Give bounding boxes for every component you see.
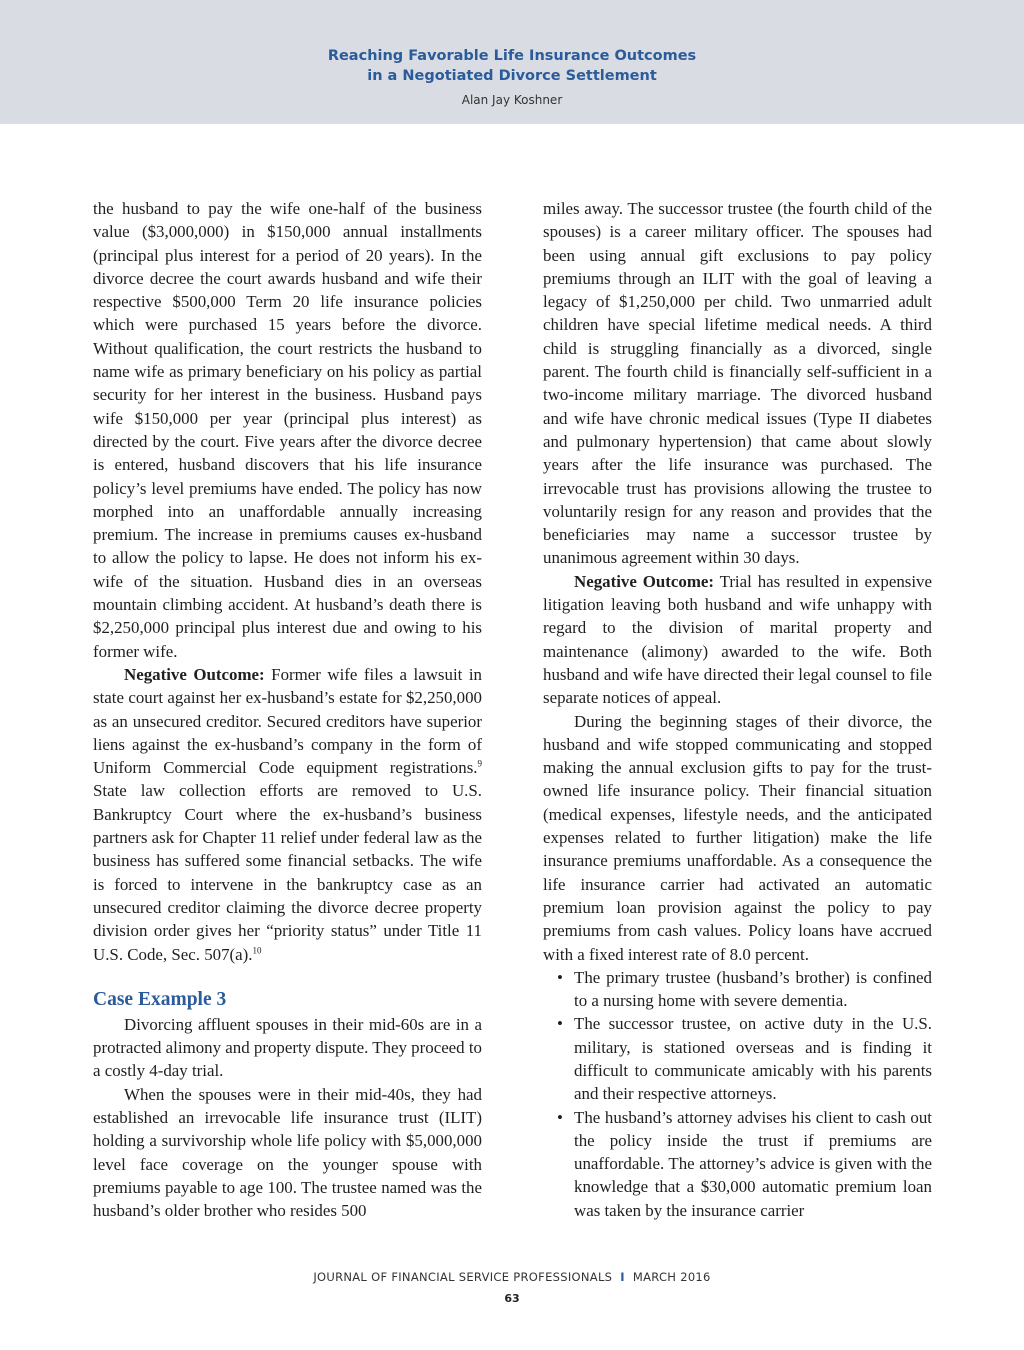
left-paragraph-1: the husband to pay the wife one-half of the business value ($3,000,000) in $150,000 annual installments (principal plus interest for a period of 20 years). In the divorce decree the court awards husband and wife their respective $500,000 Term 20 life insurance policies which were purchased 15 years before the divorce. Without qualification, the court restricts the husband to name wife as primary beneficiary on his policy as partial security for her interest in the business. Husband pays wife $150,000 per year (principal plus interest) as directed by the court. Five years after the divorce decree is entered, husband discovers that his life insurance policy’s level premiums have ended. The policy has now morphed into an unaffordable annually increasing premium. The increase in premiums causes ex-husband to allow the policy to lapse. He does not inform his ex-wife of the situation. Husband dies in an overseas mountain climbing accident. At husband’s death there is $2,250,000 principal plus interest due and owing to his former wife. bbox=[93, 199, 482, 661]
bullet-list bbox=[557, 966, 932, 1222]
list-item bbox=[557, 966, 932, 1013]
left-paragraph-2-text-b: State law collection efforts are removed to U.S. Bankruptcy Court where the ex-husband’s business partners ask for Chapter 11 relief under federal law as the business has suffered some financial setbacks. The wife is forced to intervene in the bankruptcy case as an unsecured creditor claiming the divorce decree property division order gives her “priority status” under Title 11 U.S. Code, Sec. 507(a). bbox=[93, 781, 482, 964]
bullet-icon: • bbox=[557, 1014, 563, 1034]
negative-outcome-label: Negative Outcome: bbox=[574, 571, 715, 591]
footer-journal-line bbox=[0, 1270, 1024, 1284]
left-paragraph-3: Divorcing affluent spouses in their mid-60s are in a protracted alimony and property dispute. They proceed to a costly 4-day trial. bbox=[93, 1014, 482, 1081]
right-paragraph-1: miles away. The successor trustee (the fourth child of the spouses) is a career military officer. The spouses had been using annual gift exclusions to pay policy premiums through an ILIT with the goal of leaving a legacy of $1,250,000 per child. Two unmarried adult children have special lifetime medical needs. A third child is struggling financially as a divorced, single parent. The fourth child is financially self-sufficient in a two-income military marriage. The divorced husband and wife have chronic medical issues (Type II diabetes and pulmonary hypertension) that came about slowly years after the life insurance was purchased. The irrevocable trust has provisions allowing the trustee to voluntarily resign for any reason and provides that the beneficiaries may name a successor trustee by unanimous agreement within 30 days. bbox=[543, 199, 932, 568]
case-example-heading: Case Example 3 bbox=[93, 988, 227, 1010]
issue-date: MARCH 2016 bbox=[632, 1270, 711, 1284]
article-title-line-2: in a Negotiated Divorce Settlement bbox=[367, 68, 657, 84]
right-column bbox=[543, 197, 932, 1222]
negative-outcome-label: Negative Outcome: bbox=[124, 664, 265, 684]
list-item bbox=[557, 1012, 932, 1105]
right-paragraph-2 bbox=[543, 570, 932, 710]
article-title-line-1: Reaching Favorable Life Insurance Outcomes bbox=[327, 48, 697, 64]
list-item-text: The husband’s attorney advises his client to cash out the policy inside the trust if premiums are unaffordable. The attorney’s advice is given with the knowledge that a $30,000 automatic premium loan was taken by the insurance carrier bbox=[574, 1107, 932, 1220]
bullet-icon: • bbox=[557, 1107, 563, 1127]
footnote-ref-9: 9 bbox=[477, 758, 482, 769]
right-paragraph-3: During the beginning stages of their divorce, the husband and wife stopped communicating and stopped making the annual exclusion gifts to pay for the trust-owned life insurance policy. Their financial situation (medical expenses, lifestyle needs, and the anticipated expenses related to further litigation) make the life insurance premiums unaffordable. As a consequence the life insurance carrier had activated an automatic premium loan provision against the policy to pay premiums from cash values. Policy loans have accrued with a fixed interest rate of 8.0 percent. bbox=[543, 711, 932, 964]
header-band bbox=[0, 0, 1024, 124]
left-paragraph-2 bbox=[93, 663, 482, 966]
left-column bbox=[93, 197, 482, 1222]
footer-separator: I bbox=[620, 1270, 625, 1284]
page-number: 63 bbox=[504, 1292, 520, 1305]
bullet-icon: • bbox=[557, 967, 563, 987]
list-item-text: The primary trustee (husband’s brother) is confined to a nursing home with severe dementia. bbox=[574, 967, 932, 1011]
footnote-ref-10: 10 bbox=[252, 944, 262, 955]
article-author: Alan Jay Koshner bbox=[461, 93, 563, 107]
left-paragraph-2-text-a: Former wife files a lawsuit in state court against her ex-husband’s estate for $2,250,000 as an unsecured creditor. Secured creditors have superior liens against the ex-husband’s company in the form of Uniform Commercial Code equipment registrations. bbox=[93, 664, 482, 778]
journal-name: JOURNAL OF FINANCIAL SERVICE PROFESSIONALS bbox=[313, 1270, 613, 1284]
left-paragraph-4: When the spouses were in their mid-40s, they had established an irrevocable life insurance trust (ILIT) holding a survivorship whole life policy with $5,000,000 level face coverage on the younger spouse with premiums payable to age 100. The trustee named was the husband’s older brother who resides 500 bbox=[93, 1084, 482, 1221]
right-paragraph-2-text: Trial has resulted in expensive litigation leaving both husband and wife unhappy with regard to the division of marital property and maintenance (alimony) awarded to the wife. Both husband and wife have directed their legal counsel to file separate notices of appeal. bbox=[543, 571, 932, 708]
list-item bbox=[557, 1106, 932, 1222]
list-item-text: The successor trustee, on active duty in the U.S. military, is stationed overseas and is finding it difficult to communicate amicably with his parents and their respective attorneys. bbox=[574, 1014, 932, 1104]
